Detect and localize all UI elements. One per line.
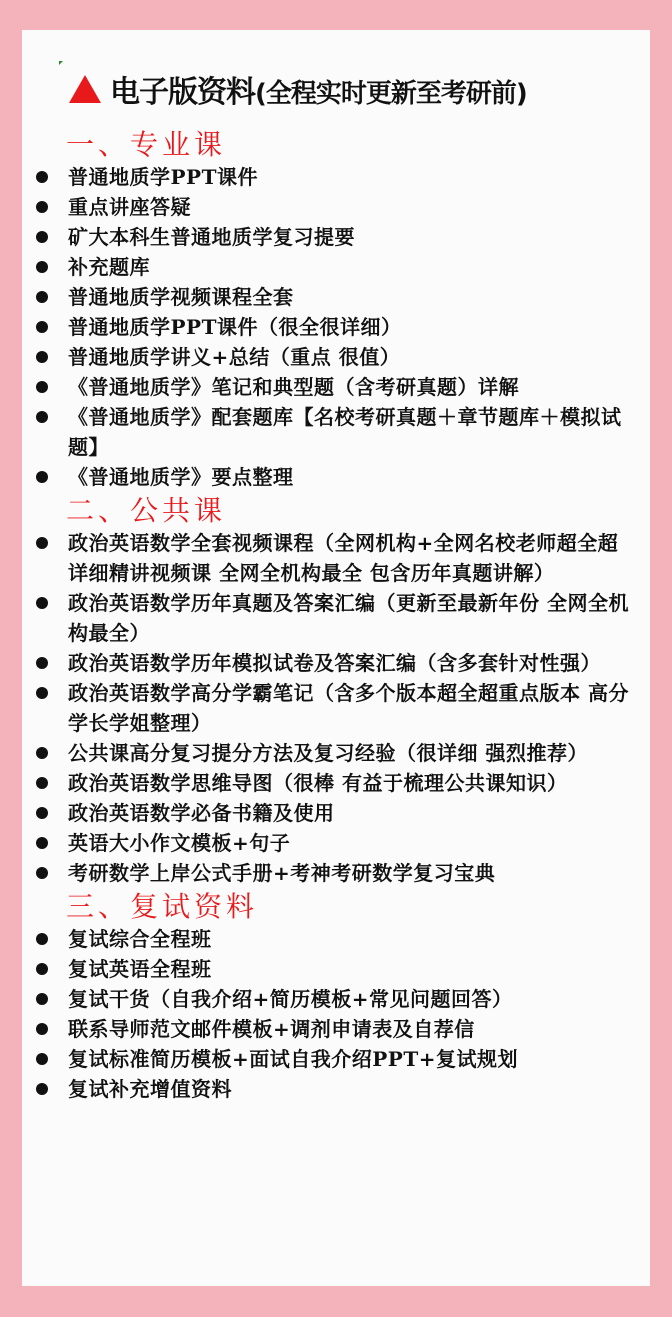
section-list-3 (22, 924, 650, 1104)
list-item-text: 复试英语全程班 (68, 957, 212, 981)
list-item (22, 402, 650, 462)
bullet-icon (36, 1023, 48, 1035)
bullet-icon (36, 261, 48, 273)
bullet-icon (36, 471, 48, 483)
list-item (22, 678, 650, 738)
list-item (22, 1074, 650, 1104)
list-item (22, 192, 650, 222)
corner-mark-icon (59, 61, 63, 65)
list-item (22, 588, 650, 648)
bullet-icon (36, 291, 48, 303)
list-item (22, 372, 650, 402)
list-item-text: 政治英语数学高分学霸笔记（含多个版本超全超重点版本 高分学长学姐整理） (68, 681, 629, 735)
list-item (22, 462, 650, 492)
list-item (22, 282, 650, 312)
bullet-icon (36, 1083, 48, 1095)
page-title-subtitle: (全程实时更新至考研前) (255, 79, 527, 109)
red-triangle-icon (68, 74, 102, 104)
list-item (22, 738, 650, 768)
bullet-icon (36, 411, 48, 423)
bullet-icon (36, 351, 48, 363)
list-item (22, 342, 650, 372)
bullet-icon (36, 993, 48, 1005)
list-item-text: 普通地质学讲义+总结（重点 很值） (68, 345, 401, 369)
bullet-icon (36, 597, 48, 609)
list-item (22, 1044, 650, 1074)
page-header (68, 64, 650, 114)
list-item-text: 重点讲座答疑 (68, 195, 191, 219)
list-item-text: 复试干货（自我介绍+简历模板+常见问题回答） (68, 987, 513, 1011)
page-title (110, 67, 527, 111)
list-item (22, 162, 650, 192)
bullet-icon (36, 747, 48, 759)
list-item-text: 公共课高分复习提分方法及复习经验（很详细 强烈推荐） (68, 741, 588, 765)
content-card (22, 30, 650, 1286)
list-item (22, 858, 650, 888)
list-item (22, 924, 650, 954)
section-title-1: 一、专业课 (66, 128, 227, 161)
list-item-text: 复试补充增值资料 (68, 1077, 232, 1101)
list-item-text: 考研数学上岸公式手册+考神考研数学复习宝典 (68, 861, 496, 885)
section-title-2: 二、公共课 (66, 494, 227, 527)
sections-container (22, 128, 650, 1104)
bullet-icon (36, 321, 48, 333)
bullet-icon (36, 867, 48, 879)
list-item-text: 政治英语数学历年真题及答案汇编（更新至最新年份 全网全机构最全） (68, 591, 629, 645)
bullet-icon (36, 171, 48, 183)
section-title-3: 三、复试资料 (66, 890, 259, 923)
bullet-icon (36, 381, 48, 393)
list-item (22, 312, 650, 342)
bullet-icon (36, 933, 48, 945)
list-item (22, 984, 650, 1014)
list-item-text: 《普通地质学》要点整理 (68, 465, 294, 489)
section-list-1 (22, 162, 650, 492)
list-item-text: 《普通地质学》笔记和典型题（含考研真题）详解 (68, 375, 519, 399)
bullet-icon (36, 1053, 48, 1065)
list-item-text: 联系导师范文邮件模板+调剂申请表及自荐信 (68, 1017, 475, 1041)
list-item (22, 954, 650, 984)
list-item (22, 828, 650, 858)
list-item-text: 矿大本科生普通地质学复习提要 (68, 225, 355, 249)
list-item-text: 普通地质学视频课程全套 (68, 285, 294, 309)
list-item (22, 798, 650, 828)
list-item-text: 普通地质学PPT课件（很全很详细） (68, 315, 402, 339)
bullet-icon (36, 963, 48, 975)
list-item (22, 1014, 650, 1044)
list-item-text: 英语大小作文模板+句子 (68, 831, 291, 855)
list-item (22, 252, 650, 282)
list-item-text: 政治英语数学思维导图（很棒 有益于梳理公共课知识） (68, 771, 568, 795)
section-list-2 (22, 528, 650, 888)
bullet-icon (36, 807, 48, 819)
list-item (22, 648, 650, 678)
list-item-text: 政治英语数学历年模拟试卷及答案汇编（含多套针对性强） (68, 651, 601, 675)
bullet-icon (36, 837, 48, 849)
bullet-icon (36, 687, 48, 699)
list-item-text: 复试标准简历模板+面试自我介绍PPT+复试规划 (68, 1047, 518, 1071)
bullet-icon (36, 537, 48, 549)
list-item (22, 528, 650, 588)
bullet-icon (36, 777, 48, 789)
list-item-text: 《普通地质学》配套题库【名校考研真题＋章节题库＋模拟试题】 (68, 405, 622, 459)
list-item-text: 普通地质学PPT课件 (68, 165, 258, 189)
list-item-text: 补充题库 (68, 255, 150, 279)
bullet-icon (36, 231, 48, 243)
page-title-main: 电子版资料 (110, 75, 255, 110)
list-item-text: 复试综合全程班 (68, 927, 212, 951)
list-item-text: 政治英语数学必备书籍及使用 (68, 801, 335, 825)
list-item-text: 政治英语数学全套视频课程（全网机构+全网名校老师超全超详细精讲视频课 全网全机构最全 包含历年真题讲解） (68, 531, 619, 585)
bullet-icon (36, 201, 48, 213)
bullet-icon (36, 657, 48, 669)
list-item (22, 222, 650, 252)
list-item (22, 768, 650, 798)
